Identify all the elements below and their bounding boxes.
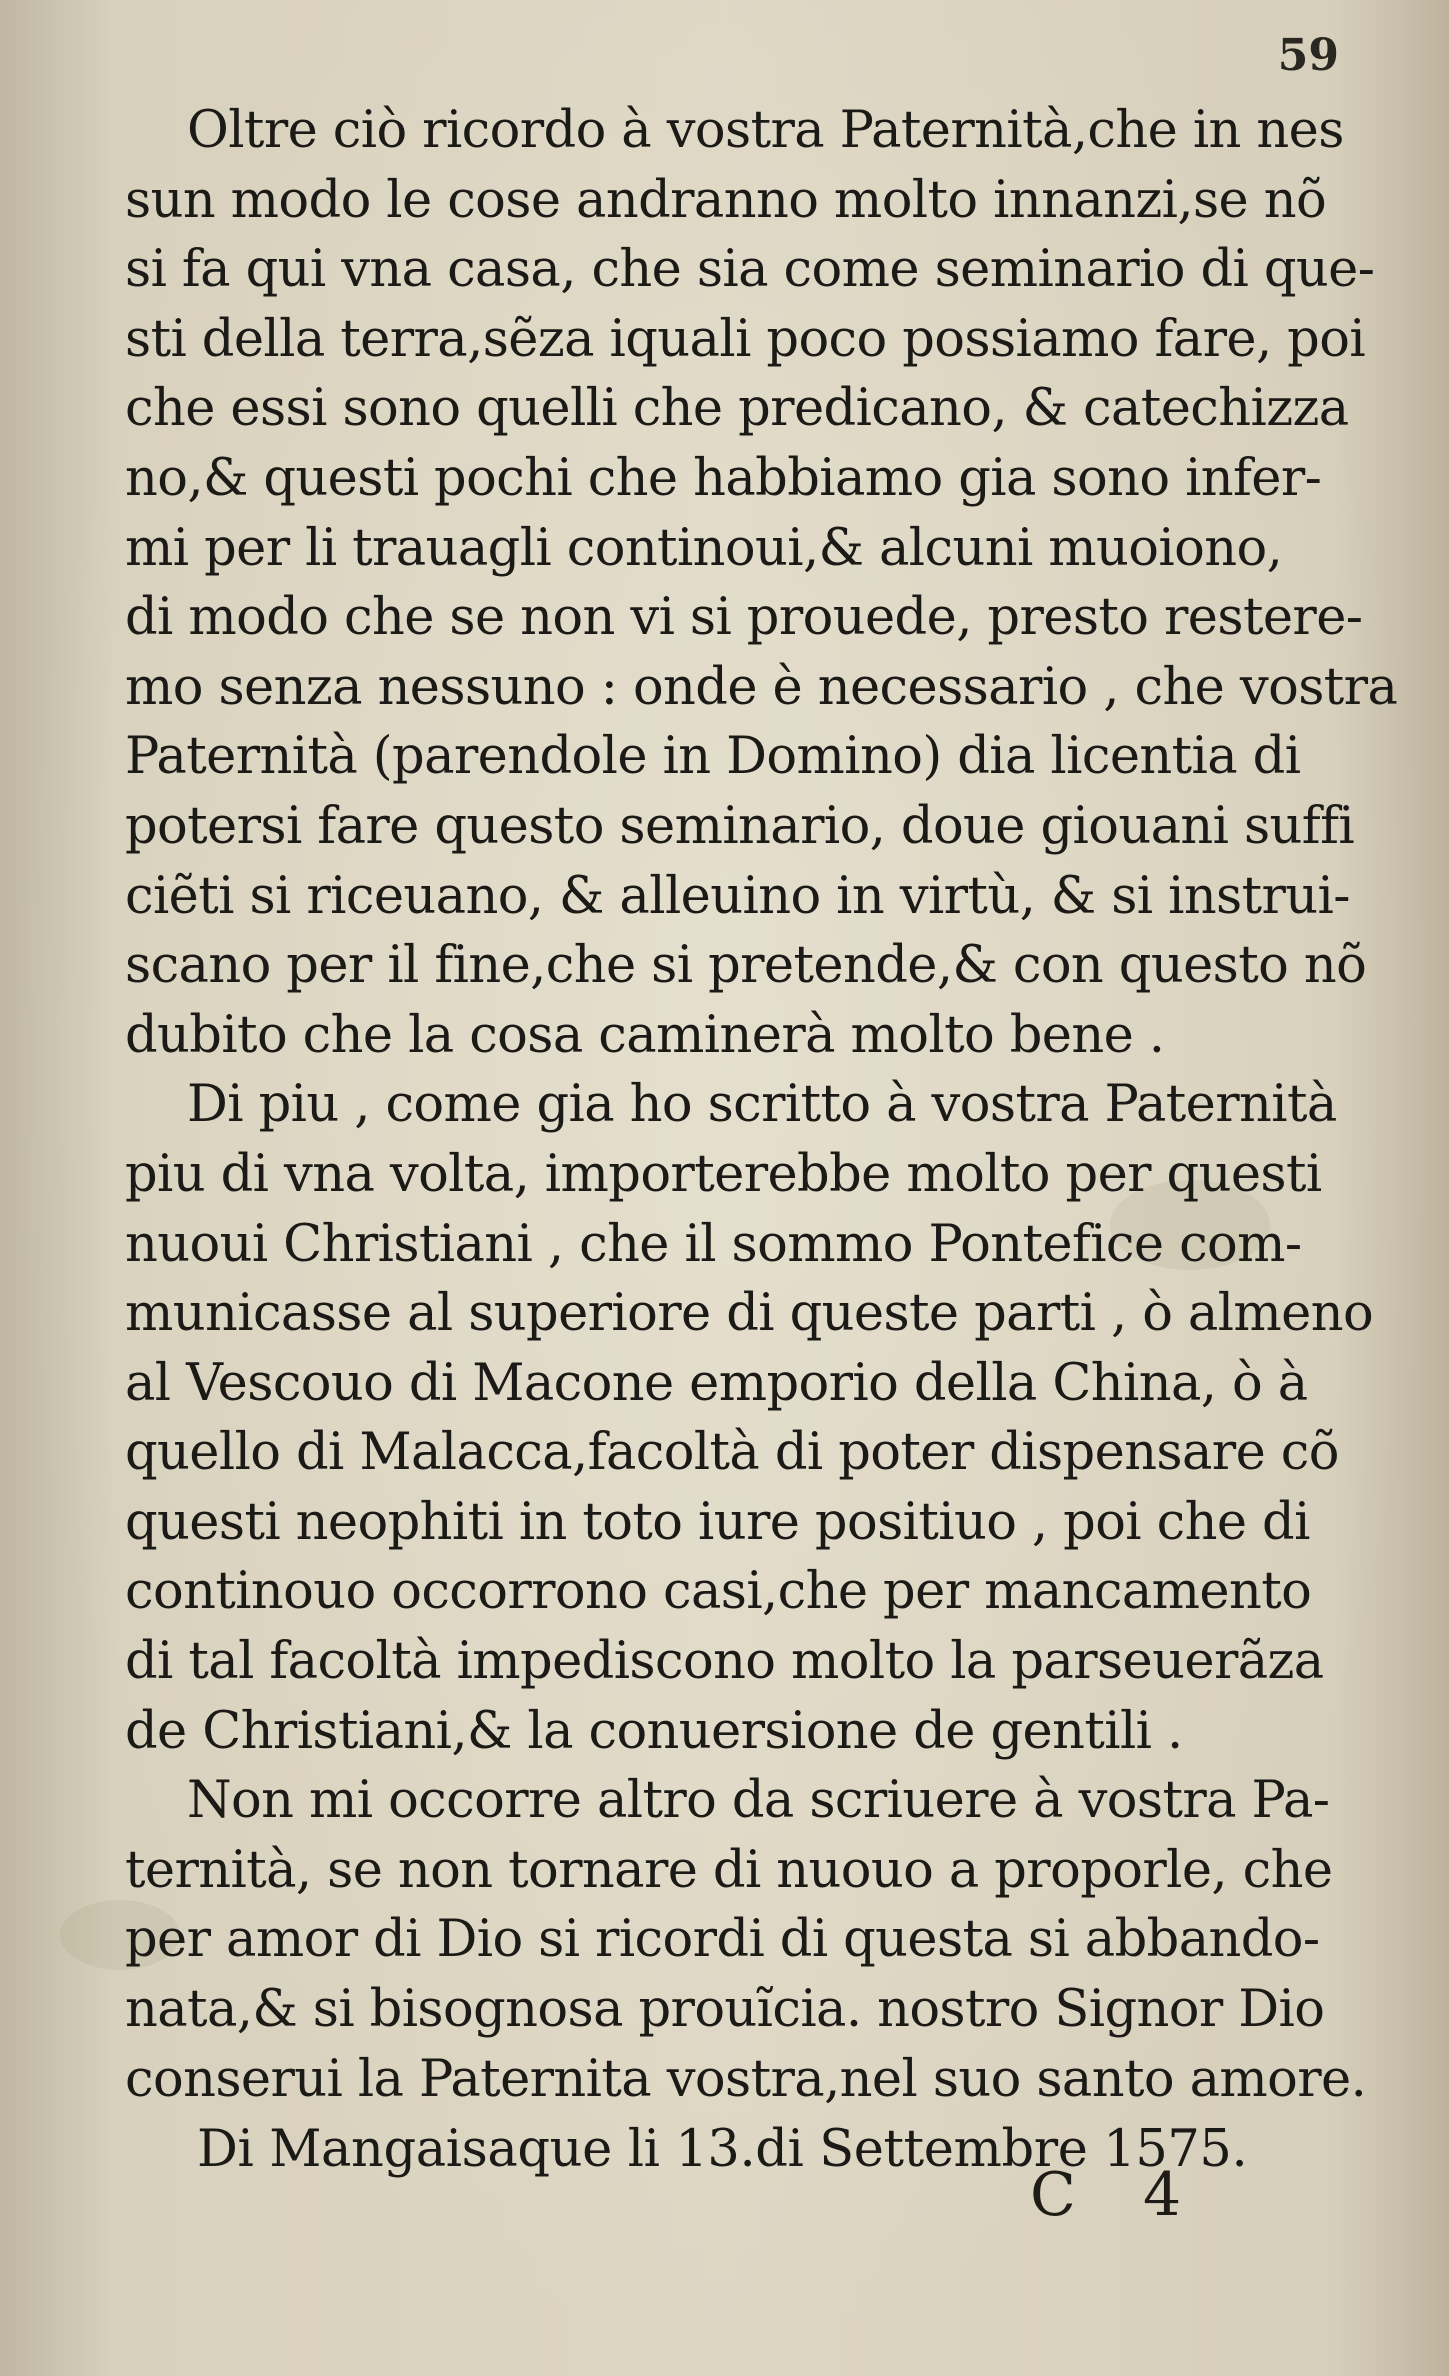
dateline: Di Mangaisaque li 13.di Settembre 1575. <box>197 2120 1248 2180</box>
text-line: mi per li trauagli continoui,& alcuni muoiono, <box>125 518 1283 578</box>
text-line: di tal facoltà impediscono molto la parseuerãza <box>125 1632 1324 1692</box>
text-line: nata,& si bisognosa prouĩcia. nostro Signor Dio <box>125 1980 1325 2040</box>
text-line: mo senza nessuno : onde è necessario , che vostra <box>125 657 1398 717</box>
text-line: potersi fare questo seminario, doue giouani suffi <box>125 796 1355 856</box>
text-line: questi neophiti in toto iure positiuo , poi che di <box>125 1492 1310 1552</box>
text-line: no,& questi pochi che habbiamo gia sono infer- <box>125 448 1322 508</box>
text-line: municasse al superiore di queste parti , ò almeno <box>125 1284 1374 1344</box>
text-line: per amor di Dio si ricordi di questa si abbando- <box>125 1910 1320 1970</box>
text-line: piu di vna volta, importerebbe molto per questi <box>125 1144 1322 1204</box>
text-line: Di piu , come gia ho scritto à vostra Paternità <box>187 1075 1337 1135</box>
text-line: si fa qui vna casa, che sia come seminario di que- <box>125 240 1375 300</box>
text-line: ciẽti si riceuano, & alleuino in virtù, & si instrui- <box>125 866 1350 926</box>
paragraph-1 <box>125 96 1398 1070</box>
paragraph-3 <box>125 1766 1367 2114</box>
text-line: Non mi occorre altro da scriuere à vostra Pa- <box>187 1771 1330 1831</box>
text-line: di modo che se non vi si prouede, presto restere- <box>125 588 1363 648</box>
paragraph-2 <box>125 1070 1374 1766</box>
text-line: scano per il fine,che si pretende,& con questo nõ <box>125 936 1367 996</box>
text-line: Oltre ciò ricordo à vostra Paternità,che in nes <box>187 101 1344 160</box>
text-line: dubito che la cosa caminerà molto bene . <box>125 1005 1165 1065</box>
text-line: continouo occorrono casi,che per mancamento <box>125 1562 1312 1622</box>
letter-body <box>125 96 1398 2186</box>
text-line: de Christiani,& la conuersione de gentili . <box>125 1701 1183 1761</box>
text-line: nuoui Christiani , che il sommo Pontefice com- <box>125 1214 1302 1274</box>
text-line: sti della terra,sẽza iquali poco possiamo fare, poi <box>125 309 1366 369</box>
text-line: quello di Malacca,facoltà di poter dispensare cõ <box>125 1423 1339 1483</box>
signature-mark: C 4 <box>1030 2160 1206 2230</box>
text-line: conserui la Paternita vostra,nel suo santo amore. <box>125 2049 1367 2109</box>
page-number: 59 <box>1277 30 1339 81</box>
text-line: che essi sono quelli che predicano, & catechizza <box>125 379 1349 439</box>
text-line: ternità, se non tornare di nuouo a proporle, che <box>125 1840 1333 1900</box>
text-line: sun modo le cose andranno molto innanzi,se nõ <box>125 170 1327 230</box>
text-line: Paternità (parendole in Domino) dia licentia di <box>125 727 1301 787</box>
text-line: al Vescouo di Macone emporio della China, ò à <box>125 1353 1308 1413</box>
